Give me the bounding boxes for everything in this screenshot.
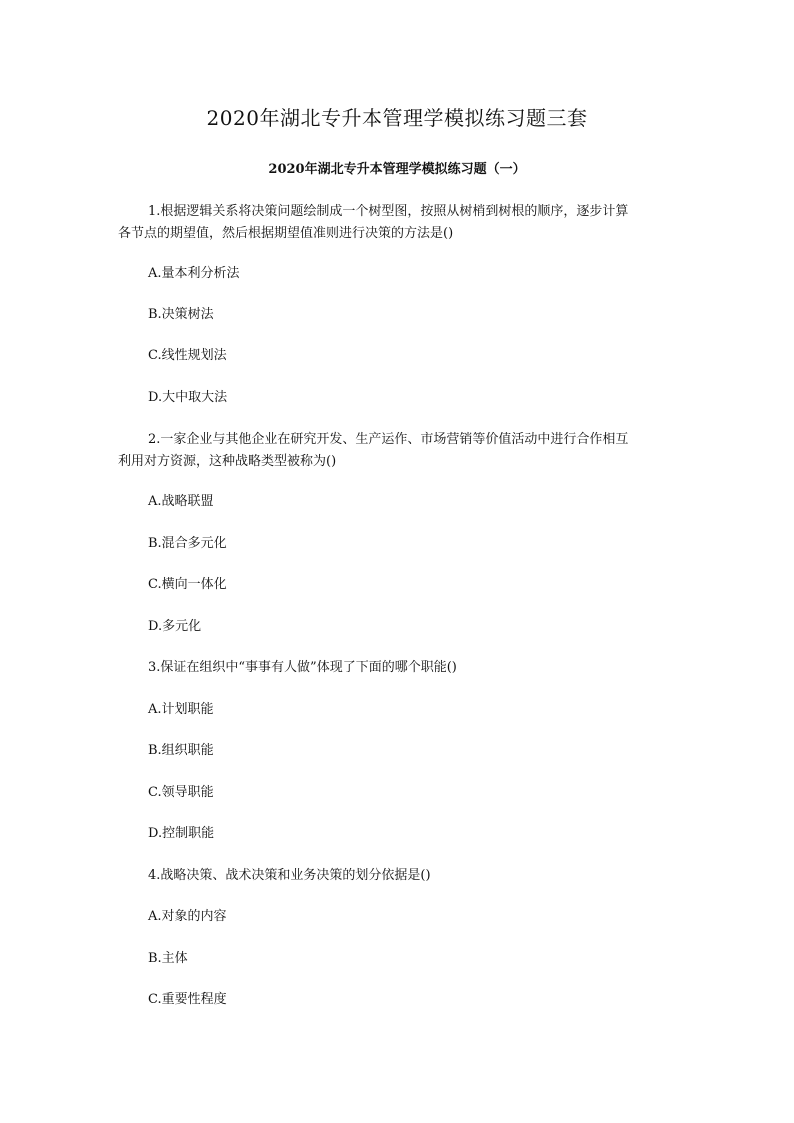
- question-3-option-c: C.领导职能: [148, 785, 214, 800]
- question-1-stem-line2: 各节点的期望值，然后根据期望值准则进行决策的方法是(): [118, 226, 454, 241]
- question-4-stem: 4.战略决策、战术决策和业务决策的划分依据是(): [148, 868, 431, 883]
- question-1-option-d: D.大中取大法: [148, 390, 228, 405]
- question-1-option-c: C.线性规划法: [148, 348, 227, 363]
- question-2-option-a: A.战略联盟: [148, 494, 214, 509]
- question-2-option-d: D.多元化: [148, 619, 202, 634]
- question-4-option-a: A.对象的内容: [148, 909, 227, 924]
- section-title: 2020年湖北专升本管理学模拟练习题（一）: [268, 162, 526, 177]
- question-2-option-c: C.横向一体化: [148, 577, 227, 592]
- question-3-stem: 3.保证在组织中“事事有人做”体现了下面的哪个职能(): [148, 660, 457, 675]
- document-title: 2020年湖北专升本管理学模拟练习题三套: [206, 106, 588, 130]
- question-1-option-a: A.量本利分析法: [148, 266, 240, 281]
- question-1-option-b: B.决策树法: [148, 307, 214, 322]
- question-1-stem-line1: 1.根据逻辑关系将决策问题绘制成一个树型图，按照从树梢到树根的顺序，逐步计算: [148, 204, 629, 219]
- question-4-option-c: C.重要性程度: [148, 992, 227, 1007]
- question-2-option-b: B.混合多元化: [148, 536, 227, 551]
- question-3-option-b: B.组织职能: [148, 743, 214, 758]
- question-2-stem-line1: 2.一家企业与其他企业在研究开发、生产运作、市场营销等价值活动中进行合作相互: [148, 432, 629, 447]
- question-3-option-a: A.计划职能: [148, 702, 214, 717]
- question-2-stem-line2: 利用对方资源，这种战略类型被称为(): [118, 454, 337, 469]
- question-4-option-b: B.主体: [148, 951, 188, 966]
- question-2-stem: [118, 429, 678, 473]
- question-1-stem: [118, 201, 678, 245]
- question-3-option-d: D.控制职能: [148, 826, 215, 841]
